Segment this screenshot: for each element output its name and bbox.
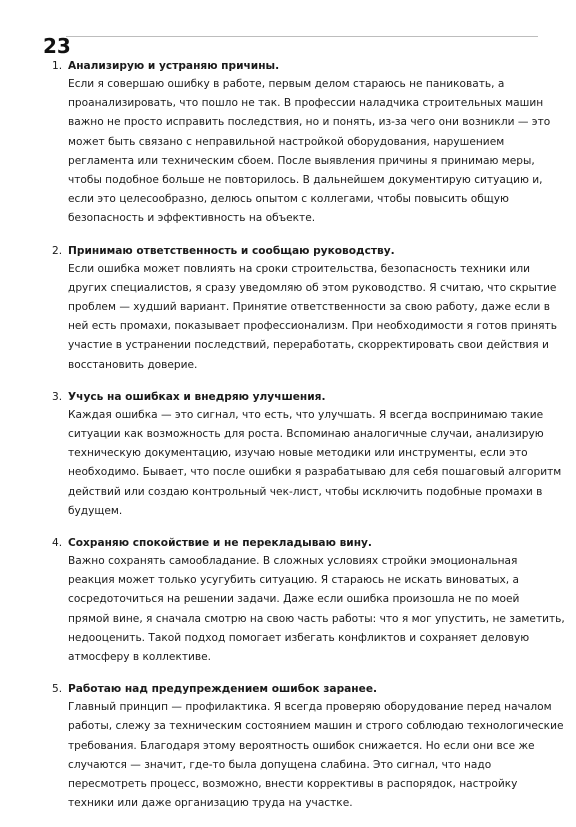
text-line: восстановить доверие. bbox=[68, 358, 198, 371]
text-line: техническую документацию, изучаю новые методики или инструменты, если это bbox=[68, 447, 528, 460]
text-line: будущем. bbox=[68, 504, 123, 517]
text-line: сосредоточиться на решении задачи. Даже если ошибка произошла не по моей bbox=[68, 593, 520, 606]
item-paragraph bbox=[68, 260, 557, 375]
text-line: атмосферу в коллективе. bbox=[68, 651, 212, 664]
item-number: 1. bbox=[52, 60, 63, 72]
text-line: важно не просто исправить последствия, но и понять, из-за чего они возникли — это bbox=[68, 116, 551, 129]
numbered-list bbox=[52, 57, 565, 827]
text-line: прямой вине, я сначала смотрю на свою часть работы: что я мог упустить, не заметить, bbox=[68, 612, 565, 625]
text-line: Важно сохранять самообладание. В сложных условиях стройки эмоциональная bbox=[68, 555, 518, 568]
text-line: реакция может только усугубить ситуацию. Я стараюсь не искать виноватых, а bbox=[68, 574, 520, 587]
item-heading: Сохраняю спокойствие и не перекладываю вину. bbox=[68, 537, 372, 550]
item-title bbox=[52, 680, 547, 698]
item-title bbox=[52, 388, 547, 406]
text-line: проанализировать, что пошло не так. В профессии наладчика строительных машин bbox=[68, 97, 544, 110]
item-heading: Анализирую и устраняю причины. bbox=[68, 60, 280, 72]
text-line: необходимо. Бывает, что после ошибки я разрабатываю для себя пошаговый алгоритм bbox=[68, 466, 562, 479]
item-title bbox=[52, 57, 547, 75]
text-line: действий или создаю контрольный чек-лист, чтобы исключить подобные промахи в bbox=[68, 485, 543, 498]
text-line: проблем — худший вариант. Принятие ответственности за свою работу, даже если в bbox=[68, 301, 550, 314]
text-line: регламента или техническим сбоем. После выявления причины я принимаю меры, bbox=[68, 154, 535, 167]
top-divider bbox=[66, 36, 538, 37]
item-number: 5. bbox=[52, 683, 63, 696]
text-line: участие в устранении последствий, переработать, скорректировать свои действия и bbox=[68, 339, 549, 352]
text-line: ситуации как возможность для роста. Вспоминаю аналогичные случаи, анализирую bbox=[68, 428, 544, 441]
item-number: 2. bbox=[52, 244, 63, 257]
text-line: пересмотреть процесс, возможно, внести коррективы в распорядок, настройку bbox=[68, 778, 518, 791]
text-line: Если ошибка может повлиять на сроки строительства, безопасность техники или bbox=[68, 262, 531, 275]
text-line: чтобы подобное больше не повторилось. В дальнейшем документирую ситуацию и, bbox=[68, 174, 543, 187]
text-line: техники или даже организацию труда на участке. bbox=[68, 797, 353, 810]
item-heading: Работаю над предупреждением ошибок заранее. bbox=[68, 683, 378, 696]
list-item bbox=[52, 534, 565, 667]
text-line: ней есть промахи, показывает профессионализм. При необходимости я готов принять bbox=[68, 320, 557, 333]
text-line: Главный принцип — профилактика. Я всегда проверяю оборудование перед началом bbox=[68, 701, 552, 714]
item-heading: Учусь на ошибках и внедряю улучшения. bbox=[68, 390, 326, 403]
list-item bbox=[52, 242, 557, 375]
text-line: Каждая ошибка — это сигнал, что есть, что улучшать. Я всегда воспринимаю такие bbox=[68, 408, 544, 421]
list-item bbox=[52, 57, 551, 229]
text-line: недооценить. Такой подход помогает избегать конфликтов и сохраняет деловую bbox=[68, 631, 530, 644]
item-title bbox=[52, 242, 547, 260]
item-number: 3. bbox=[52, 390, 63, 403]
text-line: работы, слежу за техническим состоянием машин и строго соблюдаю технологические bbox=[68, 720, 564, 733]
text-line: Если я совершаю ошибку в работе, первым делом стараюсь не паниковать, а bbox=[68, 78, 505, 90]
text-line: безопасность и эффективность на объекте. bbox=[68, 212, 316, 225]
item-number: 4. bbox=[52, 537, 63, 550]
text-line: может быть связано с неправильной настройкой оборудования, нарушением bbox=[68, 135, 505, 148]
item-paragraph bbox=[68, 75, 551, 229]
item-paragraph bbox=[68, 698, 564, 813]
text-line: случаются — значит, где-то была допущена слабина. Это сигнал, что надо bbox=[68, 758, 492, 771]
text-line: других специалистов, я сразу уведомляю об этом руководство. Я считаю, что скрытие bbox=[68, 281, 557, 294]
text-line: если это целесообразно, делюсь опытом с коллегами, чтобы повысить общую bbox=[68, 193, 509, 206]
list-item bbox=[52, 388, 562, 521]
item-paragraph bbox=[68, 552, 565, 667]
text-line: требования. Благодаря этому вероятность ошибок снижается. Но если они все же bbox=[68, 739, 535, 752]
item-title bbox=[52, 534, 547, 552]
item-paragraph bbox=[68, 406, 562, 521]
item-heading: Принимаю ответственность и сообщаю руководству. bbox=[68, 244, 395, 257]
list-item bbox=[52, 680, 564, 813]
page-number: 23 bbox=[43, 34, 71, 58]
